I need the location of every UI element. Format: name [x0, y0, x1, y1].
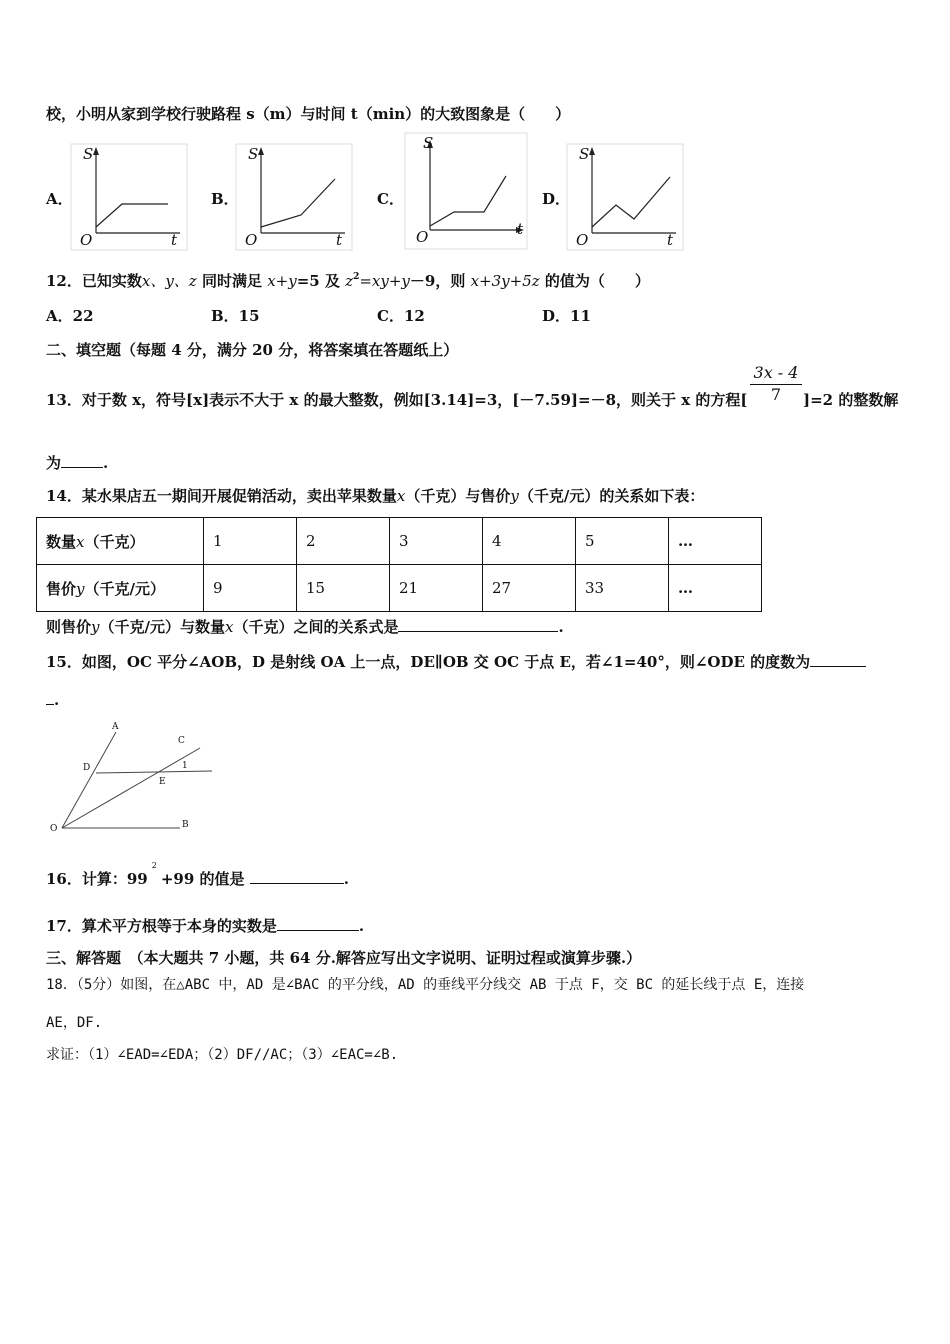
q17-text-body: 17．算术平方根等于本身的实数是 [46, 917, 277, 935]
q14-row1-head-a: 数量 [46, 532, 77, 551]
q14-row-quantity-head [37, 518, 204, 565]
section-2-heading: 二、填空题（每题 4 分，满分 20 分，将答案填在答题纸上） [46, 341, 459, 359]
q15-answer-blank-cont[interactable] [46, 690, 54, 705]
q16-answer-blank[interactable] [250, 869, 344, 884]
q14-price-cell: 9 [204, 565, 297, 612]
q15-text-body: 15．如图，OC 平分∠AOB，D 是射线 OA 上一点，DE∥OB 交 OC 于点 E，若∠1=40°，则∠ODE 的度数为 [46, 653, 811, 671]
q13-text-before: 13．对于数 x，符号[x]表示不大于 x 的最大整数，例如[3.14]=3，[－7.59]=－8，则关于 x 的方程[ [46, 391, 748, 409]
q12-mid: 同时满足 [201, 272, 262, 290]
section-3-heading: 三、解答题 （本大题共 7 小题，共 64 分.解答应写出文字说明、证明过程或演算步骤.） [46, 949, 642, 967]
q11-graph-c [404, 132, 528, 250]
q17-text [46, 915, 364, 936]
q13-line2-text: 为 [46, 454, 62, 472]
q11-graph-a-s: S [83, 145, 94, 163]
q14-row1-var: x [76, 532, 85, 551]
q12-prefix: 12．已知实数 [46, 272, 142, 290]
q15-answer-blank[interactable] [810, 652, 866, 667]
q11-graph-c-t: t [517, 220, 524, 238]
q15-line2-end: . [54, 691, 60, 709]
q14-row2-head-b: （千克/元） [84, 579, 165, 598]
q11-graph-b-t: t [336, 231, 343, 249]
q14-var-y: y [510, 487, 519, 505]
q14-row2-head-a: 售价 [46, 579, 77, 598]
q14-answer-c: （千克）之间的关系式是 [233, 618, 399, 636]
q15-label-1: 1 [182, 761, 188, 771]
q15-label-o: O [50, 824, 58, 834]
q14-answer-line [46, 616, 564, 637]
q11-stem: 校，小明从家到学校行驶路程 s（m）与时间 t（min）的大致图象是（ ） [46, 105, 571, 123]
q12-eq1: x+y [267, 272, 297, 290]
q13-frac-numerator: 3x - 4 [753, 363, 799, 382]
q11-option-a-label: A． [46, 190, 73, 208]
q18-line1: 18．（5分）如图，在△ABC 中，AD 是∠BAC 的平分线，AD 的垂线平分线交 AB 于点 F，交 BC 的延长线于点 E，连接 [46, 977, 805, 993]
q13-text-after: ]=2 的整数解 [803, 391, 899, 409]
q14-answer-var-y: y [91, 618, 100, 636]
q14-quantity-cell: … [669, 518, 762, 565]
q13-fraction [748, 363, 804, 405]
q14-quantity-cell: 4 [483, 518, 576, 565]
q16-superscript: 2 [151, 861, 157, 870]
q16-text [46, 861, 349, 889]
q14-answer-end: . [558, 618, 564, 636]
q18-line2: AE，DF. [46, 1015, 103, 1031]
q15-label-e: E [159, 777, 166, 787]
q14-answer-blank[interactable] [398, 617, 558, 632]
q15-label-a: A [112, 722, 119, 732]
q13-line2 [46, 452, 108, 473]
q12-expr: x+3y+5z [470, 272, 540, 290]
q16-end: . [343, 870, 349, 888]
q15-label-b: B [182, 820, 189, 830]
q12-stem [46, 270, 650, 291]
q17-answer-blank[interactable] [277, 916, 359, 931]
q11-graph-d-t: t [667, 231, 674, 249]
q11-graph-d-o: O [576, 231, 589, 249]
q14-quantity-cell: 5 [576, 518, 669, 565]
q12-eq2a: z [345, 272, 354, 290]
q11-graph-b-o: O [245, 231, 258, 249]
q14-stem-b: （千克）与售价 [405, 487, 511, 505]
q12-vars: x、y、z [141, 272, 197, 290]
q14-row2-var: y [76, 579, 85, 598]
q11-graph-a-o: O [80, 231, 93, 249]
q11-option-b-label: B． [211, 190, 239, 208]
q14-stem [46, 485, 704, 506]
q14-answer-b: （千克/元）与数量 [99, 618, 225, 636]
q15-label-d: D [83, 763, 91, 773]
q13-line2-end: . [103, 454, 109, 472]
q11-graph-b [235, 143, 353, 251]
q14-row1-head-b: （千克） [84, 532, 145, 551]
q15-line2 [46, 690, 59, 709]
q14-var-x: x [396, 487, 406, 505]
q14-quantity-cell: 2 [297, 518, 390, 565]
q11-graph-c-s: S [423, 134, 434, 152]
q15-figure [44, 720, 224, 840]
q14-quantity-cell: 3 [390, 518, 483, 565]
q12-eq2c: －9，则 [409, 272, 466, 290]
q12-option-d: D．11 [542, 307, 591, 325]
q11-option-d-label: D． [542, 190, 571, 208]
q16-text-a: 16．计算：99 [46, 870, 148, 888]
q11-graph-d-s: S [579, 145, 590, 163]
q14-stem-c: （千克/元）的关系如下表： [518, 487, 705, 505]
q12-eq2b: =xy+y [359, 272, 410, 290]
q11-graph-c-o: O [416, 228, 429, 246]
q17-end: . [358, 917, 365, 935]
q12-option-a: A．22 [46, 307, 94, 325]
q18-line3: 求证：（1）∠EAD=∠EDA；（2）DF//AC；（3）∠EAC=∠B. [46, 1047, 399, 1063]
q14-price-cell: 27 [483, 565, 576, 612]
q14-quantity-cell: 1 [204, 518, 297, 565]
q11-option-c-label: C． [377, 190, 404, 208]
q12-tail: 的值为（ ） [544, 272, 650, 290]
q11-graph-d [566, 143, 684, 251]
q14-row-price [37, 565, 762, 612]
q14-price-cell: 15 [297, 565, 390, 612]
q14-row-quantity [37, 518, 762, 565]
q13-answer-blank[interactable] [61, 453, 103, 468]
q13-frac-denominator: 7 [770, 385, 782, 404]
q11-graph-b-s: S [248, 145, 259, 163]
q11-graph-a-t: t [171, 231, 178, 249]
q14-price-cell: … [669, 565, 762, 612]
q12-eq2sup: 2 [353, 272, 360, 282]
q14-answer-a: 则售价 [46, 618, 92, 636]
q14-price-cell: 33 [576, 565, 669, 612]
q15-label-c: C [178, 736, 185, 746]
q14-table [36, 517, 762, 612]
q12-option-c: C．12 [377, 307, 425, 325]
q14-price-cell: 21 [390, 565, 483, 612]
q14-answer-var-x: x [224, 618, 234, 636]
q11-graph-a [70, 143, 188, 251]
q15-text [46, 651, 866, 672]
q16-text-b: +99 的值是 [160, 870, 245, 888]
q12-option-b: B．15 [211, 307, 260, 325]
q12-eq1b: =5 及 [296, 272, 340, 290]
q14-stem-a: 14．某水果店五一期间开展促销活动，卖出苹果数量 [46, 487, 397, 505]
q14-row-price-head [37, 565, 204, 612]
